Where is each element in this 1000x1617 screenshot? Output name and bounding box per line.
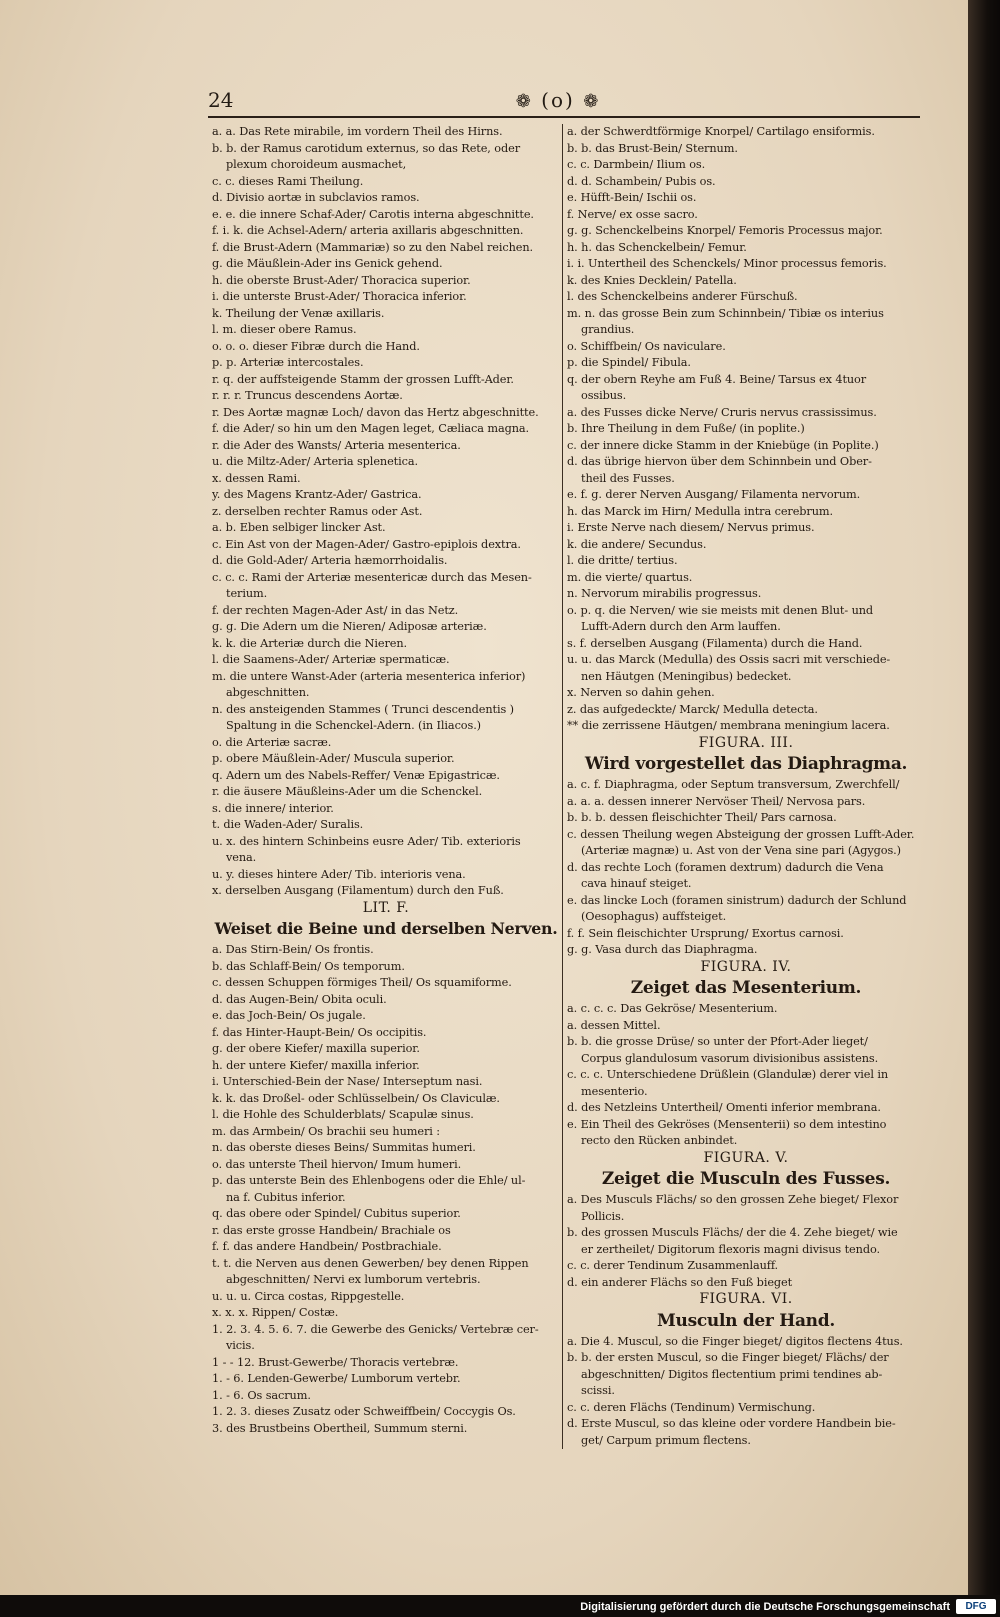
text-line: er zertheilet/ Digitorum flexoris magni divisus tendo. — [581, 1242, 880, 1256]
text-line: o. o. o. dieser Fibræ durch die Hand. — [212, 339, 420, 353]
text-line: c. c. derer Tendinum Zusammenlauff. — [567, 1259, 779, 1272]
section-heading: FIGURA. V. — [703, 1149, 789, 1166]
text-line: x. dessen Rami. — [212, 471, 301, 485]
text-line: r. die Ader des Wansts/ Arteria mesenterica. — [212, 438, 461, 452]
text-line: c. c. Darmbein/ Ilium os. — [567, 158, 706, 171]
text-line: d. Erste Muscul, so das kleine oder vordere Handbein bie- — [567, 1417, 896, 1430]
text-line: k. k. die Arteriæ durch die Nieren. — [212, 636, 408, 650]
text-line: c. c. deren Flächs (Tendinum) Vermischung. — [567, 1400, 816, 1414]
section-title: Zeiget die Musculn des Fusses. — [601, 1169, 891, 1189]
text-line: (Arteriæ magnæ) u. Ast von der Vena sine pari (Agygos.) — [581, 844, 901, 857]
text-line: na f. Cubitus inferior. — [226, 1190, 346, 1204]
text-line: f. die Ader/ so hin um den Magen leget, Cæliaca magna. — [212, 422, 530, 435]
text-line: n. Nervorum mirabilis progressus. — [567, 587, 762, 600]
text-line: b. b. das Brust-Bein/ Sternum. — [567, 141, 738, 155]
page-number: 24 — [208, 88, 234, 112]
text-line: 1. - 6. Lenden-Gewerbe/ Lumborum vertebr. — [212, 1372, 461, 1385]
text-line: b. b. b. dessen fleischichter Theil/ Pars carnosa. — [567, 811, 837, 824]
section-heading: LIT. F. — [362, 899, 410, 916]
text-line: a. Des Musculs Flächs/ so den grossen Zehe bieget/ Flexor — [567, 1193, 899, 1206]
text-line: recto den Rücken anbindet. — [581, 1134, 738, 1147]
section-heading: FIGURA. IV. — [700, 958, 792, 975]
text-line: r. q. der auffsteigende Stamm der grossen Lufft-Ader. — [212, 372, 514, 386]
text-line: f. das Hinter-Haupt-Bein/ Os occipitis. — [212, 1025, 427, 1039]
text-line: h. die oberste Brust-Ader/ Thoracica superior. — [212, 273, 471, 287]
text-line: nen Häutgen (Meningibus) bedecket. — [581, 669, 792, 683]
dfg-logo: DFG — [956, 1599, 996, 1614]
text-line: abgeschnitten. — [226, 686, 310, 699]
text-line: ossibus. — [581, 389, 627, 402]
text-line: x. Nerven so dahin gehen. — [567, 686, 715, 699]
text-line: g. der obere Kiefer/ maxilla superior. — [212, 1042, 420, 1055]
text-line: p. das unterste Bein des Ehlenbogens oder die Ehle/ ul- — [212, 1174, 526, 1187]
text-line: grandius. — [581, 323, 635, 336]
text-line: e. das lincke Loch (foramen sinistrum) dadurch der Schlund — [567, 893, 907, 907]
text-line: a. der Schwerdtförmige Knorpel/ Cartilago ensiformis. — [567, 125, 875, 138]
text-line: d. ein anderer Flächs so den Fuß bieget — [567, 1275, 793, 1289]
text-line: b. b. der Ramus carotidum externus, so das Rete, oder — [212, 141, 521, 155]
text-line: vena. — [226, 851, 257, 864]
text-line: u. y. dieses hintere Ader/ Tib. interioris vena. — [212, 867, 466, 881]
text-line: s. die innere/ interior. — [212, 801, 334, 815]
text-line: m. die vierte/ quartus. — [567, 570, 693, 584]
text-line: r. die äusere Mäußleins-Ader um die Schenckel. — [212, 785, 483, 798]
text-line: cava hinauf steiget. — [581, 877, 692, 890]
text-line: g. die Mäußlein-Ader ins Genick gehend. — [212, 257, 443, 270]
text-line: e. f. g. derer Nerven Ausgang/ Filamenta nervorum. — [567, 488, 861, 501]
text-line: f. f. Sein fleischichter Ursprung/ Exortus carnosi. — [567, 926, 844, 940]
text-line: b. Ihre Theilung in dem Fuße/ (in poplite.) — [567, 422, 805, 435]
text-line: ** die zerrissene Häutgen/ membrana meningium lacera. — [567, 719, 890, 732]
section-heading: FIGURA. VI. — [699, 1291, 793, 1307]
left-text-column — [212, 124, 560, 1437]
text-line: Spaltung in die Schenckel-Adern. (in Iliacos.) — [226, 719, 481, 732]
text-line: d. das Augen-Bein/ Obita oculi. — [212, 992, 387, 1006]
text-line: a. Das Stirn-Bein/ Os frontis. — [212, 943, 374, 956]
text-line: k. des Knies Decklein/ Patella. — [567, 273, 737, 287]
text-line: f. f. das andere Handbein/ Postbrachiale. — [212, 1240, 442, 1253]
text-line: l. m. dieser obere Ramus. — [212, 323, 357, 336]
flower-ornament-icon: ❁ — [515, 91, 533, 112]
text-line: 1. 2. 3. dieses Zusatz oder Schweiffbein/ Coccygis Os. — [212, 1405, 516, 1418]
text-line: d. das übrige hiervon über dem Schinnbein und Ober- — [567, 455, 872, 468]
text-line: i. Erste Nerve nach diesem/ Nervus primus. — [567, 521, 815, 534]
text-line: b. b. der ersten Muscul, so die Finger bieget/ Flächs/ der — [567, 1351, 889, 1364]
text-line: c. Ein Ast von der Magen-Ader/ Gastro-epiplois dextra. — [212, 537, 521, 551]
right-text-column — [562, 124, 925, 1449]
text-line: x. derselben Ausgang (Filamentum) durch den Fuß. — [212, 884, 504, 897]
text-line: a. b. Eben selbiger lincker Ast. — [212, 521, 386, 534]
text-line: i. Unterschied-Bein der Nase/ Interseptum nasi. — [212, 1075, 483, 1088]
text-line: p. obere Mäußlein-Ader/ Muscula superior. — [212, 752, 455, 765]
text-line: d. das rechte Loch (foramen dextrum) dadurch die Vena — [567, 860, 884, 874]
text-line: a. c. c. c. Das Gekröse/ Mesenterium. — [567, 1002, 778, 1015]
text-line: c. der innere dicke Stamm in der Kniebüge (in Poplite.) — [567, 438, 879, 452]
text-line: c. dessen Schuppen förmiges Theil/ Os squamiforme. — [212, 976, 512, 989]
text-line: g. g. Schenckelbeins Knorpel/ Femoris Processus major. — [567, 224, 883, 237]
text-line: 1 - - 12. Brust-Gewerbe/ Thoracis vertebræ. — [212, 1355, 459, 1369]
text-line: 1. - 6. Os sacrum. — [212, 1388, 311, 1402]
flower-ornament-icon: ❁ — [583, 91, 601, 112]
text-line: a. des Fusses dicke Nerve/ Cruris nervus crassissimus. — [567, 405, 877, 419]
text-line: o. die Arteriæ sacræ. — [212, 735, 332, 749]
section-title: Weiset die Beine und derselben Nerven. — [214, 919, 558, 938]
text-line: f. Nerve/ ex osse sacro. — [567, 207, 698, 221]
text-line: s. f. derselben Ausgang (Filamenta) durch die Hand. — [567, 636, 863, 650]
text-line: u. u. das Marck (Medulla) des Ossis sacri mit verschiede- — [567, 653, 891, 666]
text-line: Lufft-Adern durch den Arm lauffen. — [581, 620, 781, 633]
text-line: l. die Hohle des Schulderblats/ Scapulæ sinus. — [212, 1108, 474, 1121]
text-line: z. das aufgedeckte/ Marck/ Medulla detecta. — [567, 702, 818, 716]
text-line: p. p. Arteriæ intercostales. — [212, 356, 364, 369]
text-line: c. dessen Theilung wegen Absteigung der grossen Lufft-Ader. — [567, 827, 915, 841]
header-ornament — [498, 88, 618, 112]
text-line: b. das Schlaff-Bein/ Os temporum. — [212, 959, 405, 973]
text-line: o. Schiffbein/ Os naviculare. — [567, 339, 726, 353]
footer-bar — [0, 1595, 1000, 1617]
text-line: t. t. die Nerven aus denen Gewerben/ bey denen Rippen — [212, 1256, 529, 1270]
text-line: a. Die 4. Muscul, so die Finger bieget/ digitos flectens 4tus. — [567, 1334, 903, 1348]
text-line: Corpus glandulosum vasorum divisionibus assistens. — [581, 1051, 879, 1065]
text-line: q. Adern um des Nabels-Reffer/ Venæ Epigastricæ. — [212, 768, 500, 782]
text-line: i. die unterste Brust-Ader/ Thoracica inferior. — [212, 290, 467, 303]
text-line: l. des Schenckelbeins anderer Fürschuß. — [567, 290, 798, 303]
text-line: g. g. Vasa durch das Diaphragma. — [567, 943, 758, 956]
text-line: u. x. des hintern Schinbeins eusre Ader/ Tib. exterioris — [212, 834, 521, 848]
text-line: a. a. a. dessen innerer Nervöser Theil/ Nervosa pars. — [567, 794, 866, 808]
page-edge-shadow — [968, 0, 1000, 1617]
text-line: m. die untere Wanst-Ader (arteria mesenterica inferior) — [212, 669, 526, 683]
text-line: 1. 2. 3. 4. 5. 6. 7. die Gewerbe des Genicks/ Vertebræ cer- — [212, 1322, 539, 1336]
text-line: q. das obere oder Spindel/ Cubitus superior. — [212, 1207, 461, 1220]
text-line: q. der obern Reyhe am Fuß 4. Beine/ Tarsus ex 4tuor — [567, 372, 867, 386]
text-line: e. das Joch-Bein/ Os jugale. — [212, 1009, 366, 1022]
text-line: t. die Waden-Ader/ Suralis. — [212, 818, 364, 831]
text-line: h. das Marck im Hirn/ Medulla intra cerebrum. — [567, 504, 834, 518]
text-line: m. n. das grosse Bein zum Schinnbein/ Tibiæ os interius — [567, 306, 884, 320]
digitization-credit: Digitalisierung gefördert durch die Deutsche Forschungsgemeinschaft — [580, 1601, 950, 1613]
text-line: e. Hüfft-Bein/ Ischii os. — [567, 191, 697, 204]
text-line: a. a. Das Rete mirabile, im vordern Theil des Hirns. — [212, 125, 503, 138]
text-line: k. Theilung der Venæ axillaris. — [212, 306, 385, 320]
text-line: (Oesophagus) auffsteiget. — [581, 910, 727, 923]
section-title: Musculn der Hand. — [657, 1310, 835, 1331]
text-line: o. p. q. die Nerven/ wie sie meists mit denen Blut- und — [567, 603, 874, 617]
page-header — [208, 88, 920, 118]
text-line: theil des Fusses. — [581, 471, 675, 485]
text-line: l. die Saamens-Ader/ Arteriæ spermaticæ. — [212, 653, 450, 666]
text-line: d. die Gold-Ader/ Arteria hæmorrhoidalis. — [212, 554, 448, 567]
text-line: r. Des Aortæ magnæ Loch/ davon das Hertz abgeschnitte. — [212, 405, 539, 419]
text-line: n. des ansteigenden Stammes ( Trunci descendentis ) — [212, 702, 514, 716]
text-line: u. die Miltz-Ader/ Arteria splenetica. — [212, 455, 418, 468]
text-line: r. das erste grosse Handbein/ Brachiale os — [212, 1223, 451, 1237]
text-line: r. r. r. Truncus descendens Aortæ. — [212, 389, 403, 402]
text-line: abgeschnitten/ Digitos flectentium primi tendines ab- — [581, 1367, 883, 1381]
text-line: e. Ein Theil des Gekröses (Mensenterii) so dem intestino — [567, 1117, 887, 1131]
text-line: b. b. die grosse Drüse/ so unter der Pfort-Ader lieget/ — [567, 1035, 868, 1048]
section-heading: FIGURA. III. — [698, 734, 794, 751]
text-line: g. g. Die Adern um die Nieren/ Adiposæ arteriæ. — [212, 620, 487, 633]
text-line: x. x. x. Rippen/ Costæ. — [212, 1306, 339, 1319]
text-line: d. des Netzleins Untertheil/ Omenti inferior membrana. — [567, 1101, 881, 1114]
text-line: scissi. — [581, 1384, 615, 1397]
text-line: get/ Carpum primum flectens. — [581, 1433, 751, 1447]
text-line: k. die andere/ Secundus. — [567, 537, 707, 551]
header-ornament-text: (o) — [541, 88, 575, 112]
text-line: y. des Magens Krantz-Ader/ Gastrica. — [212, 488, 422, 501]
section-title: Wird vorgestellet das Diaphragma. — [584, 754, 908, 774]
text-line: k. k. das Droßel- oder Schlüsselbein/ Os Claviculæ. — [212, 1091, 500, 1105]
text-line: f. die Brust-Adern (Mammariæ) so zu den Nabel reichen. — [212, 240, 534, 254]
text-line: b. des grossen Musculs Flächs/ der die 4. Zehe bieget/ wie — [567, 1226, 898, 1239]
text-line: c. c. dieses Rami Theilung. — [212, 174, 364, 188]
text-line: z. derselben rechter Ramus oder Ast. — [212, 504, 423, 518]
text-line: d. d. Schambein/ Pubis os. — [567, 174, 716, 188]
text-line: n. das oberste dieses Beins/ Summitas humeri. — [212, 1141, 476, 1154]
text-line: c. c. c. Unterschiedene Drüßlein (Glandulæ) derer viel in — [567, 1068, 889, 1081]
text-line: f. der rechten Magen-Ader Ast/ in das Netz. — [212, 603, 459, 617]
text-line: vicis. — [226, 1339, 255, 1352]
text-line: abgeschnitten/ Nervi ex lumborum vertebris. — [226, 1273, 481, 1286]
text-line: 3. des Brustbeins Obertheil, Summum sterni. — [212, 1421, 468, 1435]
text-line: a. dessen Mittel. — [567, 1018, 661, 1032]
text-line: d. Divisio aortæ in subclavios ramos. — [212, 191, 420, 204]
text-line: o. das unterste Theil hiervon/ Imum humeri. — [212, 1157, 462, 1171]
text-line: Pollicis. — [581, 1209, 625, 1223]
text-line: plexum choroideum ausmachet, — [226, 158, 407, 171]
text-line: m. das Armbein/ Os brachii seu humeri : — [212, 1124, 440, 1138]
text-line: f. i. k. die Achsel-Adern/ arteria axillaris abgeschnitten. — [212, 224, 524, 237]
text-line: mesenterio. — [581, 1084, 648, 1098]
text-line: h. der untere Kiefer/ maxilla inferior. — [212, 1058, 420, 1072]
text-line: h. h. das Schenckelbein/ Femur. — [567, 240, 747, 254]
text-line: u. u. u. Circa costas, Rippgestelle. — [212, 1289, 405, 1303]
text-line: l. die dritte/ tertius. — [567, 554, 678, 567]
text-line: e. e. die innere Schaf-Ader/ Carotis interna abgeschnitte. — [212, 207, 534, 221]
text-line: i. i. Untertheil des Schenckels/ Minor processus femoris. — [567, 257, 887, 270]
text-line: terium. — [226, 587, 268, 600]
section-title: Zeiget das Mesenterium. — [630, 978, 862, 998]
text-line: p. die Spindel/ Fibula. — [567, 356, 691, 369]
text-line: c. c. c. Rami der Arteriæ mesentericæ durch das Mesen- — [212, 570, 532, 584]
text-line: a. c. f. Diaphragma, oder Septum transversum, Zwerchfell/ — [567, 778, 900, 791]
